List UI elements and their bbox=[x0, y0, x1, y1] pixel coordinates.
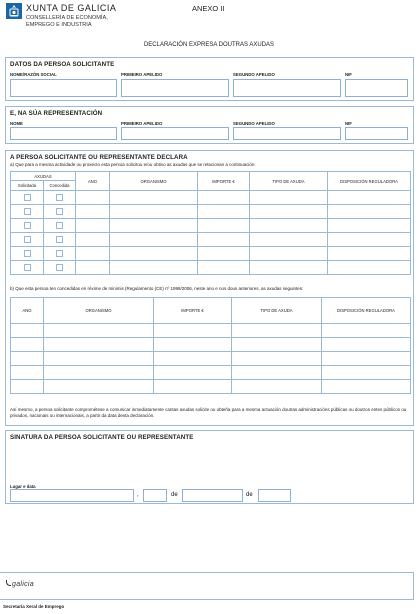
granted-checkbox[interactable] bbox=[56, 236, 63, 243]
requested-checkbox[interactable] bbox=[24, 194, 31, 201]
applicant-panel bbox=[5, 57, 414, 101]
applicant-nif-field[interactable] bbox=[345, 79, 408, 97]
applicant-second-surname-label: SEGUNDO APELIDO bbox=[233, 72, 275, 77]
regulation-cell[interactable] bbox=[322, 380, 411, 394]
granted-checkbox[interactable] bbox=[56, 264, 63, 271]
organism-cell[interactable] bbox=[44, 338, 154, 352]
col-requested-header: Solicitada bbox=[11, 181, 44, 191]
year-cell[interactable] bbox=[11, 380, 44, 394]
table-row bbox=[11, 324, 411, 338]
table-row bbox=[11, 191, 411, 205]
col-aid-type-header: TIPO DE AXUDA bbox=[250, 172, 328, 191]
granted-checkbox[interactable] bbox=[56, 194, 63, 201]
place-date-label: Lugar e data bbox=[10, 484, 36, 489]
applicant-name-label: NOME/RAZÓN SOCIAL bbox=[10, 72, 57, 77]
table-row bbox=[11, 247, 411, 261]
aid-type-cell[interactable] bbox=[250, 205, 328, 219]
aid-type-cell[interactable] bbox=[232, 380, 322, 394]
document-title: DECLARACIÓN EXPRESA DOUTRAS AXUDAS bbox=[143, 42, 275, 48]
place-field[interactable] bbox=[10, 489, 134, 502]
regulation-cell[interactable] bbox=[322, 324, 411, 338]
section-b-text: b) Que esta persoa ten concedidas en réxime de minimis (Regulamento (CE) nº 1998/2006, neste ano e nos dous anteriores, as axudas seguintes: bbox=[10, 286, 304, 291]
aid-type-cell[interactable] bbox=[250, 191, 328, 205]
section-a-text: a) Que para a mesma actividade ou proxecto esta persoa solicitou e/ou obtivo as axudas que se relacionan a continuación: bbox=[10, 162, 256, 167]
galicia-swirl-icon bbox=[6, 580, 11, 586]
year-cell[interactable] bbox=[76, 219, 110, 233]
aid-type-cell[interactable] bbox=[232, 338, 322, 352]
year-cell[interactable] bbox=[76, 205, 110, 219]
year-cell[interactable] bbox=[11, 324, 44, 338]
aid-table-b bbox=[10, 297, 411, 394]
organism-cell[interactable] bbox=[110, 247, 198, 261]
representative-nif-label: NIF bbox=[345, 121, 352, 126]
aid-type-cell[interactable] bbox=[232, 324, 322, 338]
year-cell[interactable] bbox=[76, 233, 110, 247]
secretariat-text: Secretaría Xeral de Emprego bbox=[3, 604, 65, 609]
footer-logo-box bbox=[0, 572, 414, 600]
b-col-aid-type-header: TIPO DE AXUDA bbox=[232, 298, 322, 324]
aid-type-cell[interactable] bbox=[232, 366, 322, 380]
applicant-second-surname-field[interactable] bbox=[233, 79, 341, 97]
year-cell[interactable] bbox=[76, 261, 110, 275]
commitment-text: Así mesmo, a persoa solicitante comprométese a comunicar inmediatamente cantas axudas solicite ou obteña para a mesma actuación doutras administracións públicas ou doutros entes públicos ou privados, nacionais ou internacionais, a partir da data desta declaración. bbox=[10, 407, 407, 418]
aid-type-cell[interactable] bbox=[250, 233, 328, 247]
declaration-title: A PERSOA SOLICITANTE OU REPRESENTANTE DECLARA bbox=[10, 154, 188, 161]
table-row bbox=[11, 233, 411, 247]
aid-type-cell[interactable] bbox=[250, 247, 328, 261]
organism-cell[interactable] bbox=[110, 219, 198, 233]
table-row bbox=[11, 380, 411, 394]
year-field[interactable] bbox=[258, 489, 291, 502]
col-regulation-header: DISPOSICIÓN REGULADORA bbox=[328, 172, 411, 191]
representative-name-label: NOME bbox=[10, 121, 23, 126]
col-year-header: ANO bbox=[76, 172, 110, 191]
regulation-cell[interactable] bbox=[328, 205, 411, 219]
organism-cell[interactable] bbox=[44, 380, 154, 394]
organism-cell[interactable] bbox=[44, 366, 154, 380]
xunta-emblem-icon bbox=[6, 3, 22, 19]
year-cell[interactable] bbox=[11, 352, 44, 366]
year-cell[interactable] bbox=[76, 191, 110, 205]
month-field[interactable] bbox=[182, 489, 243, 502]
amount-cell[interactable] bbox=[154, 352, 232, 366]
organism-cell[interactable] bbox=[110, 191, 198, 205]
amount-cell[interactable] bbox=[154, 380, 232, 394]
applicant-name-field[interactable] bbox=[10, 79, 117, 97]
granted-checkbox[interactable] bbox=[56, 250, 63, 257]
b-col-amount-header: IMPORTE € bbox=[154, 298, 232, 324]
signature-title: SINATURA DA PERSOA SOLICITANTE OU REPRESENTANTE bbox=[10, 434, 194, 441]
representative-first-surname-label: PRIMEIRO APELIDO bbox=[121, 121, 163, 126]
aid-type-cell[interactable] bbox=[232, 352, 322, 366]
table-row bbox=[11, 366, 411, 380]
col-granted-header: Concedida bbox=[44, 181, 76, 191]
regulation-cell[interactable] bbox=[328, 261, 411, 275]
year-cell[interactable] bbox=[76, 247, 110, 261]
organism-cell[interactable] bbox=[110, 233, 198, 247]
requested-checkbox[interactable] bbox=[24, 264, 31, 271]
year-cell[interactable] bbox=[11, 366, 44, 380]
de-label-1: de bbox=[171, 492, 178, 498]
comma-separator: , bbox=[137, 492, 139, 498]
organism-cell[interactable] bbox=[44, 352, 154, 366]
requested-checkbox[interactable] bbox=[24, 236, 31, 243]
regulation-cell[interactable] bbox=[328, 191, 411, 205]
b-col-organism-header: ORGANISMO bbox=[44, 298, 154, 324]
day-field[interactable] bbox=[143, 489, 167, 502]
org-name: XUNTA DE GALICIA bbox=[26, 3, 117, 13]
regulation-cell[interactable] bbox=[322, 338, 411, 352]
representative-first-surname-field[interactable] bbox=[121, 127, 229, 140]
requested-checkbox[interactable] bbox=[24, 222, 31, 229]
applicant-title: DATOS DA PERSOA SOLICITANTE bbox=[10, 61, 115, 68]
representative-panel bbox=[5, 106, 414, 144]
signature-panel bbox=[5, 430, 414, 504]
amount-cell[interactable] bbox=[198, 261, 250, 275]
xunta-logo bbox=[6, 3, 22, 19]
organism-cell[interactable] bbox=[110, 205, 198, 219]
table-row bbox=[11, 205, 411, 219]
department-line-1: CONSELLERÍA DE ECONOMÍA, bbox=[26, 15, 108, 21]
representative-second-surname-field[interactable] bbox=[233, 127, 341, 140]
applicant-first-surname-label: PRIMEIRO APELIDO bbox=[121, 72, 163, 77]
department-line-2: EMPREGO E INDUSTRIA bbox=[26, 22, 92, 28]
b-col-regulation-header: DISPOSICIÓN REGULADORA bbox=[322, 298, 411, 324]
declaration-panel bbox=[5, 150, 414, 426]
galicia-logo-text: galicia bbox=[12, 581, 34, 588]
table-row bbox=[11, 338, 411, 352]
amount-cell[interactable] bbox=[154, 338, 232, 352]
annex-label: ANEXO II bbox=[192, 4, 225, 13]
representative-name-field[interactable] bbox=[10, 127, 117, 140]
regulation-cell[interactable] bbox=[328, 247, 411, 261]
aid-group-header: AXUDAS bbox=[11, 172, 76, 181]
table-row bbox=[11, 352, 411, 366]
applicant-nif-label: NIF bbox=[345, 72, 352, 77]
amount-cell[interactable] bbox=[198, 247, 250, 261]
requested-checkbox[interactable] bbox=[24, 250, 31, 257]
amount-cell[interactable] bbox=[198, 219, 250, 233]
requested-checkbox[interactable] bbox=[24, 208, 31, 215]
amount-cell[interactable] bbox=[154, 324, 232, 338]
organism-cell[interactable] bbox=[44, 324, 154, 338]
applicant-first-surname-field[interactable] bbox=[121, 79, 229, 97]
year-cell[interactable] bbox=[11, 338, 44, 352]
representative-nif-field[interactable] bbox=[345, 127, 408, 140]
aid-type-cell[interactable] bbox=[250, 261, 328, 275]
col-amount-header: IMPORTE € bbox=[198, 172, 250, 191]
b-col-year-header: ANO bbox=[11, 298, 44, 324]
regulation-cell[interactable] bbox=[328, 219, 411, 233]
table-row bbox=[11, 219, 411, 233]
regulation-cell[interactable] bbox=[328, 233, 411, 247]
granted-checkbox[interactable] bbox=[56, 208, 63, 215]
amount-cell[interactable] bbox=[154, 366, 232, 380]
representative-title: E, NA SÚA REPRESENTACIÓN bbox=[10, 110, 103, 117]
granted-checkbox[interactable] bbox=[56, 222, 63, 229]
aid-type-cell[interactable] bbox=[250, 219, 328, 233]
de-label-2: de bbox=[246, 492, 253, 498]
table-row bbox=[11, 261, 411, 275]
regulation-cell[interactable] bbox=[322, 366, 411, 380]
amount-cell[interactable] bbox=[198, 191, 250, 205]
amount-cell[interactable] bbox=[198, 233, 250, 247]
representative-second-surname-label: SEGUNDO APELIDO bbox=[233, 121, 275, 126]
aid-table-a bbox=[10, 171, 411, 275]
regulation-cell[interactable] bbox=[322, 352, 411, 366]
amount-cell[interactable] bbox=[198, 205, 250, 219]
organism-cell[interactable] bbox=[110, 261, 198, 275]
col-organism-header: ORGANISMO bbox=[110, 172, 198, 191]
